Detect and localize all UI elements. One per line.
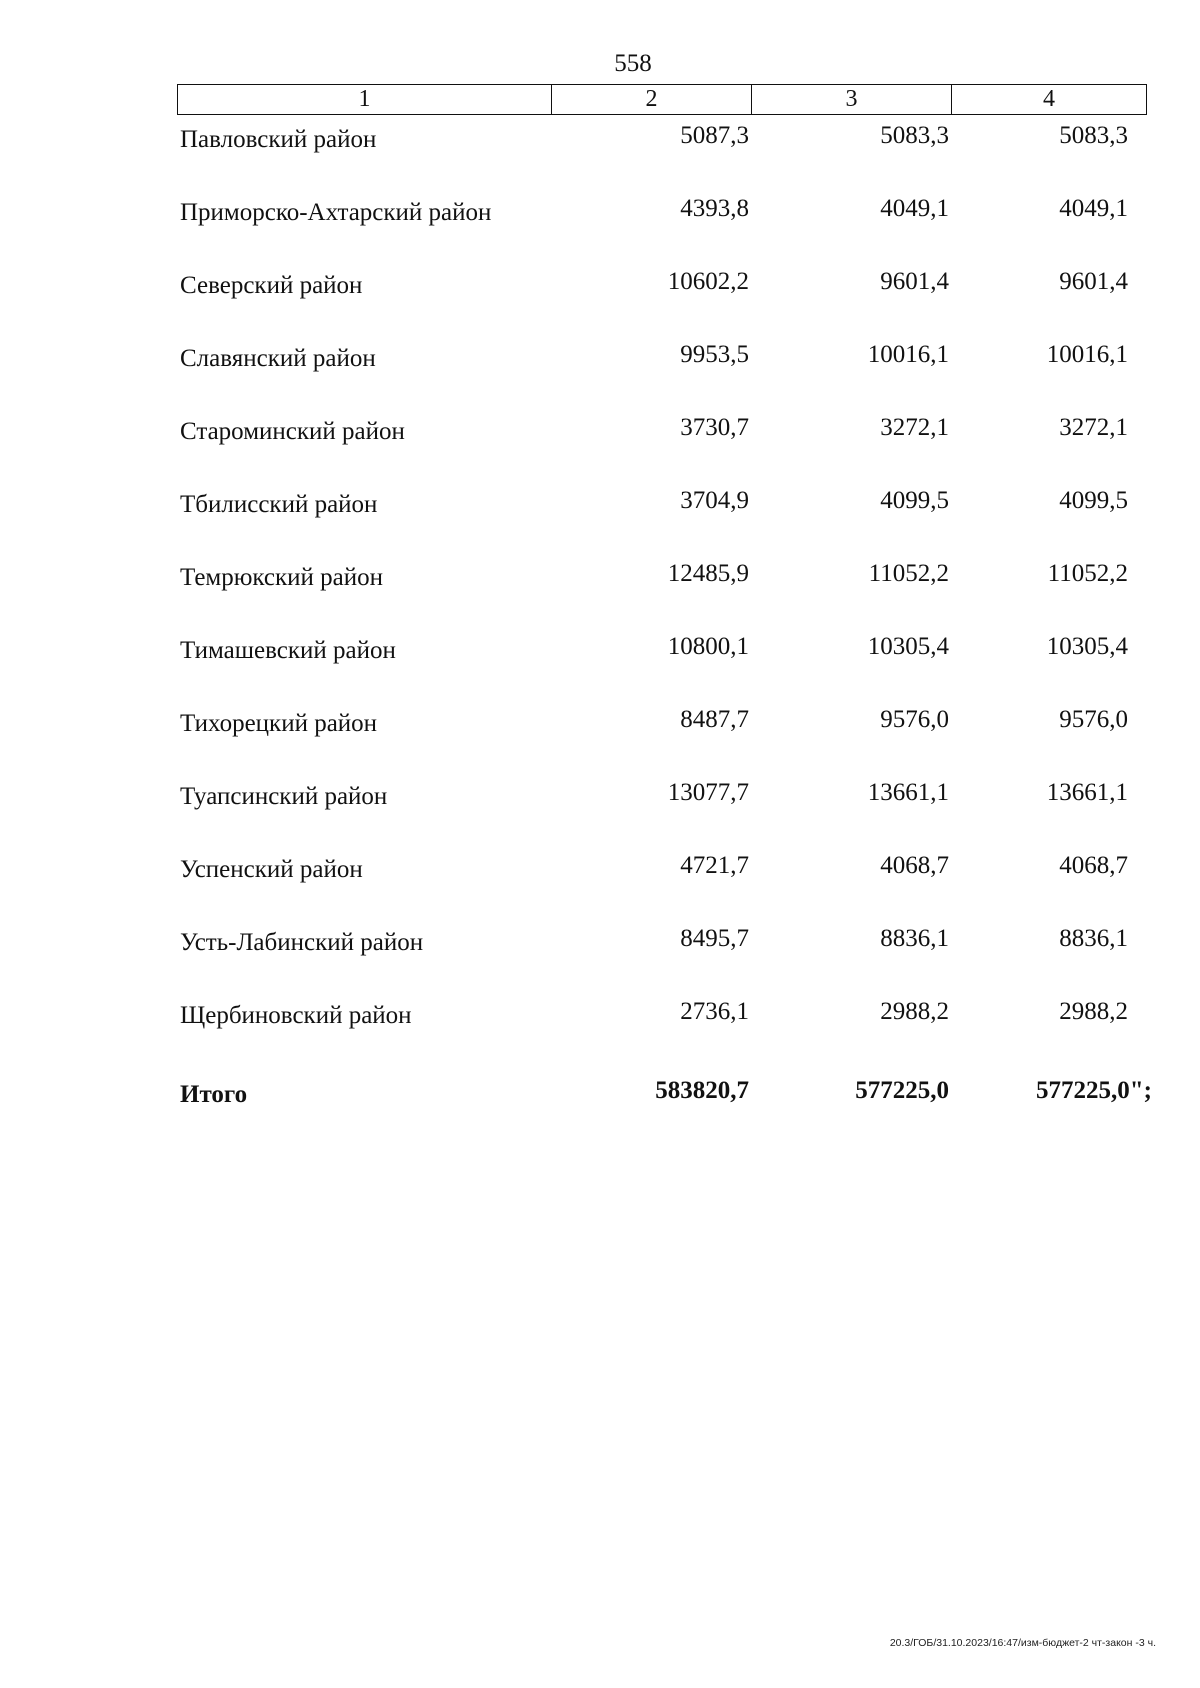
table-body	[0, 118, 1200, 1140]
value-col-4: 2988,2	[1059, 998, 1128, 1025]
value-col-2: 3730,7	[680, 414, 749, 441]
value-col-4: 11052,2	[1047, 560, 1128, 587]
district-name: Приморско-Ахтарский район	[180, 199, 492, 226]
value-col-3: 10016,1	[867, 341, 949, 368]
district-name: Щербиновский район	[180, 1002, 412, 1029]
table-row	[0, 702, 1200, 775]
column-header-4: 4	[1043, 86, 1055, 112]
value-col-3: 5083,3	[880, 122, 949, 149]
district-name: Староминский район	[180, 418, 405, 445]
column-header-2: 2	[552, 85, 752, 114]
district-name: Темрюкский район	[180, 564, 384, 591]
column-header-1: 1	[178, 85, 552, 114]
total-col-4: 577225,0";	[1036, 1077, 1152, 1104]
table-row	[0, 191, 1200, 264]
value-col-3: 10305,4	[867, 633, 949, 660]
table-row	[0, 629, 1200, 702]
value-col-3: 3272,1	[880, 414, 949, 441]
value-col-3: 2988,2	[880, 998, 949, 1025]
table-row	[0, 264, 1200, 337]
table-row	[0, 994, 1200, 1067]
column-header-3: 3	[752, 85, 952, 114]
value-col-3: 9576,0	[880, 706, 949, 733]
value-col-4: 8836,1	[1059, 925, 1128, 952]
value-col-4: 5083,3	[1059, 122, 1128, 149]
district-name: Тимашевский район	[180, 637, 396, 664]
value-col-4: 9601,4	[1059, 268, 1128, 295]
value-col-2: 4393,8	[680, 195, 749, 222]
value-col-2: 12485,9	[667, 560, 749, 587]
value-col-4: 10305,4	[1046, 633, 1128, 660]
table-row	[0, 556, 1200, 629]
value-col-3: 13661,1	[867, 779, 949, 806]
value-col-3: 4049,1	[880, 195, 949, 222]
value-col-2: 9953,5	[680, 341, 749, 368]
value-col-3: 9601,4	[880, 268, 949, 295]
table-row	[0, 337, 1200, 410]
value-col-2: 8495,7	[680, 925, 749, 952]
value-col-4: 4049,1	[1059, 195, 1128, 222]
value-col-2: 10800,1	[667, 633, 749, 660]
district-name: Славянский район	[180, 345, 376, 372]
value-col-3: 4068,7	[880, 852, 949, 879]
table-row	[0, 483, 1200, 556]
value-col-2: 2736,1	[680, 998, 749, 1025]
district-name: Тихорецкий район	[180, 710, 378, 737]
value-col-3: 4099,5	[880, 487, 949, 514]
value-col-2: 3704,9	[680, 487, 749, 514]
total-col-3: 577225,0	[855, 1077, 949, 1104]
value-col-4: 4099,5	[1059, 487, 1128, 514]
value-col-2: 4721,7	[680, 852, 749, 879]
district-name: Северский район	[180, 272, 363, 299]
value-col-2: 8487,7	[680, 706, 749, 733]
value-col-4: 9576,0	[1059, 706, 1128, 733]
value-col-4: 3272,1	[1059, 414, 1128, 441]
column-header-row	[177, 84, 1147, 115]
district-name: Туапсинский район	[180, 783, 388, 810]
district-name: Тбилисский район	[180, 491, 378, 518]
value-col-2: 5087,3	[680, 122, 749, 149]
district-name: Усть-Лабинский район	[180, 929, 424, 956]
document-footer-stamp: 20.3/ГОБ/31.10.2023/16:47/изм-бюджет-2 чт-закон -3 ч.	[889, 1637, 1156, 1649]
value-col-4: 4068,7	[1059, 852, 1128, 879]
total-row	[0, 1067, 1200, 1140]
value-col-3: 8836,1	[880, 925, 949, 952]
district-name: Успенский район	[180, 856, 363, 883]
table-row	[0, 775, 1200, 848]
total-label: Итого	[180, 1081, 248, 1108]
page-number: 558	[614, 50, 652, 77]
value-col-2: 10602,2	[667, 268, 749, 295]
table-row	[0, 921, 1200, 994]
table-row	[0, 118, 1200, 191]
value-col-4: 13661,1	[1046, 779, 1128, 806]
total-col-2: 583820,7	[655, 1077, 749, 1104]
district-name: Павловский район	[180, 126, 377, 153]
table-row	[0, 410, 1200, 483]
value-col-3: 11052,2	[868, 560, 949, 587]
table-row	[0, 848, 1200, 921]
value-col-4: 10016,1	[1046, 341, 1128, 368]
value-col-2: 13077,7	[667, 779, 749, 806]
